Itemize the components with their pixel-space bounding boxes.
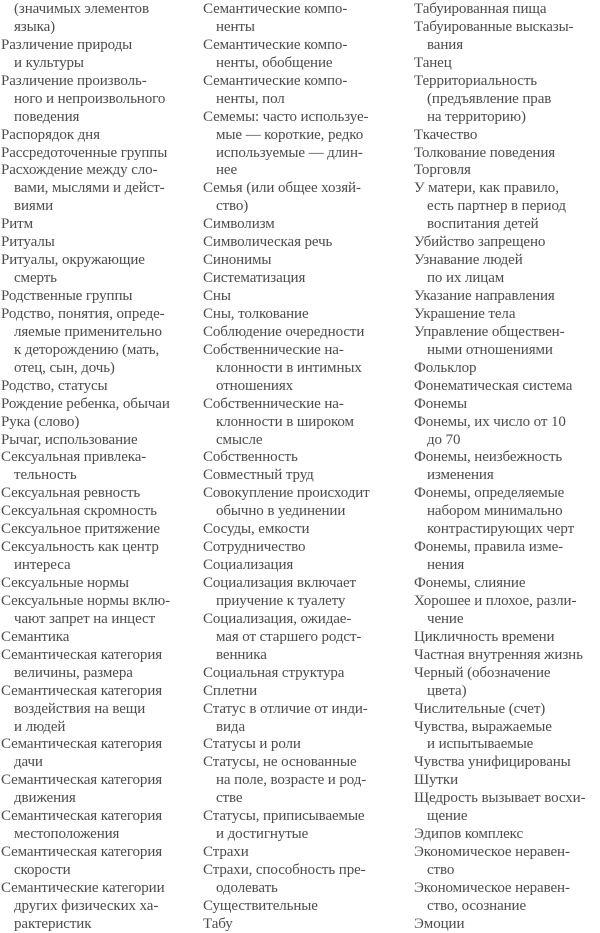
index-entry-line: мая от старшего родст-: [216, 628, 362, 645]
index-entry: [414, 1, 600, 19]
index-entry-line: и людей: [14, 718, 66, 735]
index-entry: [414, 234, 600, 252]
index-entry-line: местоположения: [14, 826, 120, 843]
index-entry: [1, 396, 203, 414]
index-entry-line: (значимых элементов: [14, 1, 149, 17]
index-entry-line: Семемы: часто используе-: [203, 108, 369, 125]
index-entry-line: приучение к туалету: [216, 592, 346, 609]
index-entry-line: Статус в отличие от инди-: [203, 700, 368, 717]
index-entry: [1, 736, 203, 772]
index-entry: [203, 898, 411, 916]
index-entry-line: Семантические компо-: [203, 36, 348, 53]
index-entry: [414, 378, 600, 396]
index-entry: [414, 701, 600, 719]
index-entry-line: чение: [427, 610, 464, 627]
index-entry-line: движения: [14, 790, 76, 807]
index-entry-line: Территориальность: [414, 72, 538, 89]
index-entry-line: Чувства, выражаемые: [414, 718, 552, 735]
index-entry-line: Семантическая категория: [1, 844, 163, 861]
index-entry-line: Семантические компо-: [203, 1, 348, 17]
index-entry-line: мые — короткие, редко: [216, 126, 364, 143]
index-entry-line: виями: [14, 198, 54, 215]
index-entry: [414, 414, 600, 450]
index-entry-line: есть партнер в период: [427, 198, 566, 215]
index-entry-line: Распорядок дня: [1, 126, 100, 143]
index-entry-line: Экономическое неравен-: [414, 844, 570, 861]
index-entry-line: Совместный труд: [203, 467, 314, 484]
index-entry-line: Семантическая категория: [1, 772, 163, 789]
index-entry-line: клонности в интимных: [216, 359, 362, 376]
index-entry-line: клонности в широком: [216, 413, 354, 430]
index-entry-line: ство, осознание: [427, 897, 527, 914]
index-entry: [203, 844, 411, 862]
index-entry-line: стве: [216, 790, 243, 807]
index-entry-line: Сексуальные нормы: [1, 575, 129, 591]
index-entry: [414, 324, 600, 360]
index-entry-line: воздействия на вещи: [14, 700, 146, 717]
index-entry: [1, 216, 203, 234]
index-entry: [203, 449, 411, 467]
index-entry: [1, 485, 203, 503]
index-entry-line: ного и непроизвольного: [14, 90, 166, 107]
index-entry-line: Числительные (счет): [414, 700, 546, 717]
index-entry-line: Ритуалы, окружающие: [1, 252, 145, 269]
index-entry: [1, 432, 203, 450]
index-entry: [1, 593, 203, 629]
index-entry-line: нения: [427, 557, 465, 574]
index-entry: [203, 342, 411, 396]
index-entry: [414, 593, 600, 629]
index-entry-line: Семья (или общее хозяй-: [203, 180, 361, 197]
index-entry: [414, 719, 600, 755]
index-entry-line: Страхи: [203, 844, 249, 861]
index-entry-line: вания: [427, 36, 463, 53]
index-entry-line: Социализация: [203, 557, 294, 574]
index-entry-line: Ткачество: [414, 126, 478, 143]
index-entry: [1, 844, 203, 880]
index-entry: [414, 360, 600, 378]
index-entry-line: Табуированная пища: [414, 1, 547, 17]
index-entry-line: Собственность: [203, 449, 298, 466]
index-entry: [414, 539, 600, 575]
index-entry-line: Рука (слово): [1, 413, 80, 430]
index-entry-line: Фонемы, определяемые: [414, 485, 565, 502]
index-entry: [414, 485, 600, 539]
index-entry: [414, 665, 600, 701]
index-entry-line: нее: [216, 162, 238, 179]
index-entry: [1, 521, 203, 539]
index-entry-line: У матери, как правило,: [414, 180, 559, 197]
index-entry-line: Семантические компо-: [203, 72, 348, 89]
index-entry-line: ство: [427, 862, 455, 878]
index-entry-line: Собственнические на-: [203, 395, 344, 412]
index-entry-line: величины, размера: [14, 664, 133, 681]
index-entry: [203, 270, 411, 288]
index-entry-line: Ритуалы: [1, 234, 55, 251]
index-entry-line: других физических ха-: [14, 897, 159, 914]
index-column-3: [414, 1, 600, 933]
index-entry: [203, 467, 411, 485]
index-entry-line: Эмоции: [414, 915, 465, 932]
index-entry: [1, 449, 203, 485]
index-entry-line: изменения: [427, 467, 494, 484]
index-entry-line: воспитания детей: [427, 216, 539, 233]
index-entry-line: Социальная структура: [203, 664, 345, 681]
index-entry: [203, 216, 411, 234]
index-entry: [1, 629, 203, 647]
index-entry: [203, 73, 411, 109]
index-entry-line: ными отношениями: [427, 341, 553, 358]
index-entry-line: Фонемы, их число от 10: [414, 413, 566, 430]
index-entry-line: венника: [216, 646, 267, 663]
index-entry: [203, 306, 411, 324]
index-entry: [1, 880, 203, 933]
index-entry-line: и достигнутые: [216, 826, 309, 843]
index-entry-line: ство): [216, 198, 249, 215]
index-entry-line: Экономическое неравен-: [414, 879, 570, 896]
index-entry-line: Социализация, ожидае-: [203, 610, 352, 627]
index-entry-line: вами, мыслями и дейст-: [14, 180, 165, 197]
index-entry: [203, 539, 411, 557]
index-entry-line: интереса: [14, 557, 71, 574]
index-entry: [414, 73, 600, 127]
index-entry-line: Соблюдение очередности: [203, 323, 365, 340]
index-entry-line: на поле, возрасте и род-: [216, 772, 367, 789]
index-entry: [414, 288, 600, 306]
index-entry-line: Социализация включает: [203, 575, 356, 591]
index-entry: [414, 772, 600, 790]
index-entry-line: Черный (обозначение: [414, 664, 551, 681]
index-entry-line: Фольклор: [414, 359, 477, 376]
index-entry-line: смерть: [14, 270, 57, 287]
index-entry-line: Сплетни: [203, 682, 258, 699]
index-entry-line: Символическая речь: [203, 234, 333, 251]
index-entry-line: скорости: [14, 862, 71, 878]
index-entry-line: Толкование поведения: [414, 144, 556, 161]
index-entry-line: Цикличность времени: [414, 628, 555, 645]
index-entry-line: Семантическая категория: [1, 808, 163, 825]
index-entry-line: Сексуальное притяжение: [1, 521, 160, 538]
index-entry: [414, 396, 600, 414]
index-entry: [1, 252, 203, 288]
index-entry-line: Сны, толкование: [203, 305, 309, 322]
index-entry-line: Управление обществен-: [414, 323, 565, 340]
index-entry: [414, 647, 600, 665]
index-entry-line: смысле: [216, 431, 263, 448]
index-entry-line: Сексуальная ревность: [1, 485, 141, 502]
index-entry: [1, 306, 203, 378]
index-entry-line: дачи: [14, 754, 43, 771]
index-entry: [414, 880, 600, 916]
index-entry: [414, 145, 600, 163]
index-entry-line: Хорошее и плохое, разли-: [414, 592, 577, 609]
index-entry-line: Танец: [414, 54, 452, 71]
index-entry-line: отношениях: [216, 377, 294, 394]
index-entry-line: тельность: [14, 467, 77, 484]
index-entry-line: Статусы, не основанные: [203, 754, 357, 771]
index-entry-line: Сексуальность как центр: [1, 539, 159, 556]
index-entry: [414, 790, 600, 826]
index-entry-line: Фонемы: [414, 395, 468, 412]
index-entry: [1, 539, 203, 575]
index-entry: [203, 485, 411, 521]
index-entry: [414, 826, 600, 844]
index-entry: [1, 162, 203, 216]
index-entry-line: Синонимы: [203, 252, 272, 269]
index-entry-line: Статусы, приписываемые: [203, 808, 365, 825]
index-entry-line: ненты: [216, 18, 255, 35]
index-entry: [1, 503, 203, 521]
index-entry-line: одолевать: [216, 879, 278, 896]
index-entry-line: Сексуальные нормы вклю-: [1, 592, 171, 609]
index-entry: [414, 55, 600, 73]
index-entry-line: вида: [216, 718, 245, 735]
index-entry-line: и культуры: [14, 54, 84, 71]
index-entry-line: Узнавание людей: [414, 252, 523, 269]
index-entry: [203, 701, 411, 737]
index-entry: [414, 162, 600, 180]
index-entry: [203, 180, 411, 216]
index-entry: [203, 521, 411, 539]
index-entry: [1, 73, 203, 127]
index-entry-line: Семантика: [1, 628, 70, 645]
index-entry-line: чают запрет на инцест: [14, 610, 156, 627]
index-entry: [203, 109, 411, 181]
index-entry-line: Табуированные высказы-: [414, 18, 574, 35]
index-entry: [1, 808, 203, 844]
index-entry-line: Убийство запрещено: [414, 234, 546, 251]
index-entry-line: поведения: [14, 108, 80, 125]
index-entry-line: щение: [427, 808, 468, 825]
index-entry-line: Эдипов комплекс: [414, 826, 524, 843]
index-entry-line: до 70: [427, 431, 461, 448]
index-entry-line: Фонемы, слияние: [414, 575, 526, 591]
index-entry-line: Указание направления: [414, 288, 555, 304]
index-entry: [414, 575, 600, 593]
index-entry-line: Сотрудничество: [203, 539, 306, 556]
index-entry-line: Родство, понятия, опреде-: [1, 305, 165, 322]
index-entry-line: Шутки: [414, 772, 459, 789]
index-entry-line: Сосуды, емкости: [203, 521, 310, 538]
index-entry-line: Собственнические на-: [203, 341, 344, 358]
index-entry-line: Чувства унифицированы: [414, 754, 571, 771]
index-entry: [1, 683, 203, 737]
index-entry: [203, 234, 411, 252]
index-entry-line: Табу: [203, 915, 233, 932]
index-entry-line: Родственные группы: [1, 288, 133, 304]
index-entry-line: по их лицам: [427, 270, 505, 287]
index-entry-line: Рычаг, использование: [1, 431, 138, 448]
index-entry: [203, 862, 411, 898]
index-entry: [414, 916, 600, 933]
index-entry-line: отец, сын, дочь): [14, 359, 115, 376]
index-entry: [414, 844, 600, 880]
index-entry: [203, 736, 411, 754]
index-entry: [1, 378, 203, 396]
index-entry-line: Статусы и роли: [203, 736, 301, 753]
index-entry-line: набором минимально: [427, 503, 563, 520]
index-entry-line: Рождение ребенка, обычаи: [1, 395, 170, 412]
index-entry: [414, 252, 600, 288]
index-entry-line: цвета): [427, 682, 467, 699]
index-column-1: [1, 1, 203, 933]
index-entry-line: Рассредоточенные группы: [1, 144, 168, 161]
index-entry-line: к деторождению (мать,: [14, 341, 160, 358]
index-entry: [203, 37, 411, 73]
index-entry: [414, 127, 600, 145]
index-entry-line: ненты, обобщение: [216, 54, 333, 71]
index-entry: [203, 1, 411, 37]
index-entry: [414, 629, 600, 647]
index-entry-line: Украшение тела: [414, 305, 516, 322]
index-entry-line: Сексуальная привлека-: [1, 449, 147, 466]
index-entry: [414, 180, 600, 234]
index-entry: [414, 19, 600, 55]
index-entry-line: Различение произволь-: [1, 72, 147, 89]
index-entry-line: ляемые применительно: [14, 323, 162, 340]
index-entry-line: Систематизация: [203, 270, 306, 287]
index-entry-line: Фонемы, неизбежность: [414, 449, 563, 466]
index-entry: [414, 754, 600, 772]
index-entry-line: Семантическая категория: [1, 736, 163, 753]
index-entry-line: используемые — длин-: [216, 144, 363, 161]
index-entry: [203, 252, 411, 270]
index-entry-line: Существительные: [203, 897, 318, 914]
index-entry-line: Совокупление происходит: [203, 485, 370, 502]
index-entry-line: Расхождение между сло-: [1, 162, 158, 179]
index-entry-line: Сны: [203, 288, 231, 304]
index-entry: [414, 449, 600, 485]
index-entry-line: Фонемы, правила изме-: [414, 539, 564, 556]
index-entry: [203, 288, 411, 306]
index-entry-line: Торговля: [414, 162, 471, 179]
index-entry-line: Родство, статусы: [1, 377, 108, 394]
index-entry: [1, 414, 203, 432]
index-entry-line: Сексуальная скромность: [1, 503, 157, 520]
index-entry-line: Страхи, способность пре-: [203, 862, 366, 878]
index-entry: [203, 916, 411, 933]
index-entry-line: Ритм: [1, 216, 34, 233]
index-entry: [1, 772, 203, 808]
index-entry-line: на территорию): [427, 108, 526, 125]
index-entry-line: Частная внутренняя жизнь: [414, 646, 583, 663]
index-entry: [414, 306, 600, 324]
index-entry-line: Фонематическая система: [414, 377, 573, 394]
index-entry: [203, 611, 411, 665]
index-entry-line: языка): [14, 18, 56, 35]
index-entry: [1, 37, 203, 73]
index-entry: [1, 288, 203, 306]
index-entry: [203, 575, 411, 611]
index-entry: [203, 754, 411, 808]
index-entry: [1, 647, 203, 683]
index-entry-line: Семантическая категория: [1, 682, 163, 699]
index-entry-line: обычно в уединении: [216, 503, 346, 520]
index-entry: [1, 1, 203, 37]
index-entry: [203, 396, 411, 450]
index-entry: [1, 145, 203, 163]
index-entry: [1, 127, 203, 145]
index-entry: [1, 575, 203, 593]
index-entry: [203, 557, 411, 575]
index-entry-line: Семантические категории: [1, 879, 165, 896]
index-entry-line: рактеристик: [14, 915, 92, 932]
index-entry-line: (предъявление прав: [427, 90, 552, 107]
index-entry-line: Различение природы: [1, 36, 133, 53]
index-entry: [203, 324, 411, 342]
index-column-2: [203, 1, 411, 933]
index-entry: [1, 234, 203, 252]
index-entry: [203, 665, 411, 683]
index-entry-line: и испытываемые: [427, 736, 534, 753]
index-entry-line: Щедрость вызывает восхи-: [414, 790, 586, 807]
index-entry-line: ненты, пол: [216, 90, 285, 107]
index-entry-line: Символизм: [203, 216, 275, 233]
index-entry-line: Семантическая категория: [1, 646, 163, 663]
index-entry-line: контрастирующих черт: [427, 521, 575, 538]
index-entry: [203, 683, 411, 701]
index-entry: [203, 808, 411, 844]
